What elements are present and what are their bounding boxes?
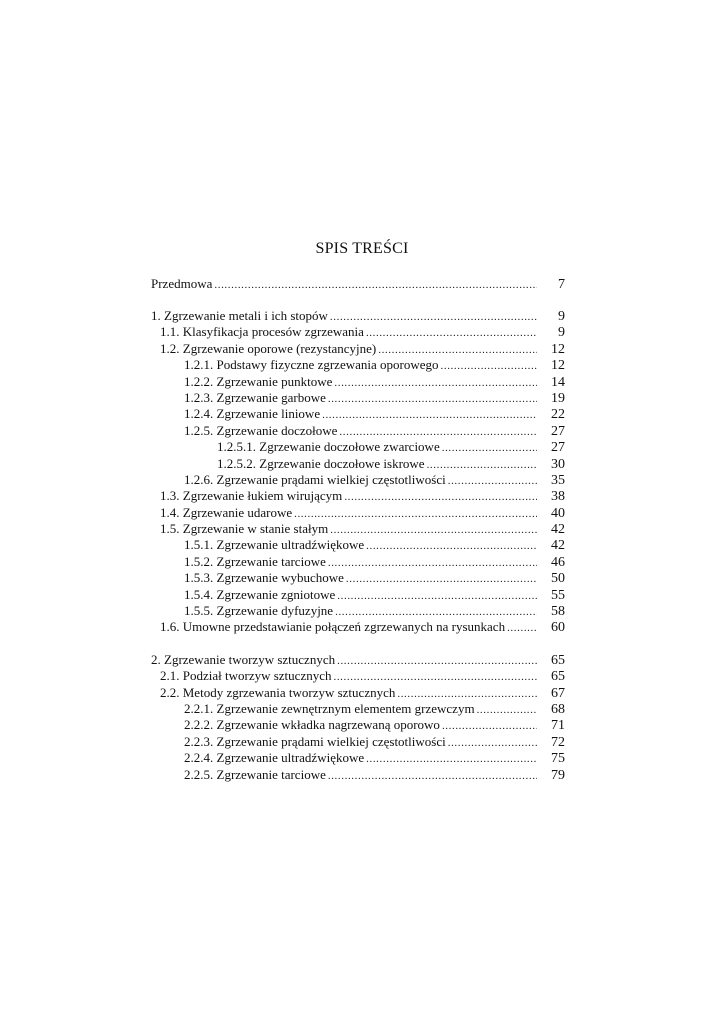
toc-entry <box>151 717 565 733</box>
toc-entry-page: 71 <box>551 718 565 734</box>
toc-leader-dots <box>328 770 537 782</box>
toc-entry-page: 27 <box>551 423 565 439</box>
toc-entry <box>151 587 565 603</box>
toc-leader-dots <box>330 311 537 323</box>
toc-entry-page: 27 <box>551 440 565 456</box>
toc-entry-page: 7 <box>558 277 565 292</box>
toc-entry-label: 1.5.3. Zgrzewanie wybuchowe <box>184 570 344 586</box>
toc-entry-chapter-1 <box>151 308 565 324</box>
toc-entry-label: 1.5.2. Zgrzewanie tarciowe <box>184 553 326 569</box>
toc-entry-page: 9 <box>558 325 565 341</box>
toc-leader-dots <box>334 377 537 389</box>
toc-entry <box>151 488 565 504</box>
toc-leader-dots <box>214 279 537 291</box>
toc-entry-page: 9 <box>558 309 565 324</box>
toc-entry-label: Przedmowa <box>151 276 213 291</box>
toc-entry-page: 46 <box>551 554 565 570</box>
toc-entry-label: 1.5.5. Zgrzewanie dyfuzyjne <box>184 603 334 619</box>
toc-entry-label: 1.1. Klasyfikacja procesów zgrzewania <box>160 324 364 340</box>
toc-entry-page: 40 <box>551 505 565 521</box>
toc-entry-label: 1.2. Zgrzewanie oporowe (rezystancyjne) <box>160 340 377 356</box>
toc-entry <box>151 423 565 439</box>
toc-entry <box>151 390 565 406</box>
toc-leader-dots <box>328 393 537 405</box>
toc-leader-dots <box>337 655 537 667</box>
toc-leader-dots <box>448 475 537 487</box>
toc-entry <box>151 603 565 619</box>
toc-leader-dots <box>333 671 537 683</box>
toc-entry <box>151 439 565 455</box>
toc-entry <box>151 324 565 340</box>
toc-entry-label: 2.1. Podział tworzyw sztucznych <box>160 668 332 684</box>
toc-entry-label: 2. Zgrzewanie tworzyw sztucznych <box>151 651 336 667</box>
toc-entry-label: 1.5.1. Zgrzewanie ultradźwiękowe <box>184 537 365 553</box>
toc-entry-label: 1.2.1. Podstawy fizyczne zgrzewania oporowego <box>184 357 439 373</box>
toc-entry-page: 65 <box>551 669 565 685</box>
toc-entry-label: 2.2.2. Zgrzewanie wkładka nagrzewaną oporowo <box>184 717 440 733</box>
toc-entry-page: 22 <box>551 407 565 423</box>
toc-entry-label: 1.2.6. Zgrzewanie prądami wielkiej częstotliwości <box>184 471 446 487</box>
toc-entry-label: 2.2. Metody zgrzewania tworzyw sztucznych <box>160 684 396 700</box>
toc-entry-page: 72 <box>551 734 565 750</box>
toc-entry-preface <box>151 276 565 294</box>
toc-entry-page: 58 <box>551 604 565 620</box>
toc-entry-chapter-2 <box>151 652 565 668</box>
toc-entry <box>151 406 565 422</box>
toc-leader-dots <box>322 409 537 421</box>
toc-entry-label: 1.2.5.2. Zgrzewanie doczołowe iskrowe <box>217 455 425 471</box>
toc-entry-page: 55 <box>551 587 565 603</box>
toc-entry-page: 14 <box>551 374 565 390</box>
toc-entry-label: 1.5.4. Zgrzewanie zgniotowe <box>184 586 336 602</box>
toc-entry-label: 1. Zgrzewanie metali i ich stopów <box>151 308 328 323</box>
toc-entry <box>151 357 565 373</box>
toc-entry-page: 67 <box>551 685 565 701</box>
toc-leader-dots <box>507 622 537 634</box>
toc-entry-label: 1.5. Zgrzewanie w stanie stałym <box>160 521 329 537</box>
toc-leader-dots <box>337 590 537 602</box>
toc-entry-label: 1.4. Zgrzewanie udarowe <box>160 504 293 520</box>
toc-entry-page: 38 <box>551 489 565 505</box>
toc-entry-page: 65 <box>551 652 565 668</box>
toc-entry <box>151 472 565 488</box>
toc-leader-dots <box>448 737 537 749</box>
toc-entry-page: 12 <box>551 341 565 357</box>
toc-entry-label: 2.2.1. Zgrzewanie zewnętrznym elementem grzewczym <box>184 700 475 716</box>
toc-leader-dots <box>477 704 537 716</box>
toc-leader-dots <box>378 344 537 356</box>
toc-leader-dots <box>366 753 537 765</box>
toc-leader-dots <box>344 491 537 503</box>
toc-entry <box>151 505 565 521</box>
toc-leader-dots <box>335 606 537 618</box>
toc-entry-page: 75 <box>551 751 565 767</box>
toc-entry <box>151 456 565 472</box>
toc-entry-page: 60 <box>551 620 565 636</box>
toc-leader-dots <box>397 688 537 700</box>
toc-entry-page: 35 <box>551 472 565 488</box>
toc-leader-dots <box>328 557 537 569</box>
toc-entry <box>151 341 565 357</box>
toc-entry-label: 1.6. Umowne przedstawianie połączeń zgrzewanych na rysunkach <box>160 619 506 635</box>
toc-entry-page: 68 <box>551 701 565 717</box>
toc-entry-label: 2.2.5. Zgrzewanie tarciowe <box>184 766 326 782</box>
toc-entry-label: 1.3. Zgrzewanie łukiem wirującym <box>160 488 343 504</box>
toc-leader-dots <box>427 459 537 471</box>
toc-entry-label: 1.2.3. Zgrzewanie garbowe <box>184 389 326 405</box>
toc-entry-page: 19 <box>551 390 565 406</box>
toc-entry <box>151 767 565 783</box>
toc-entry-label: 1.2.5.1. Zgrzewanie doczołowe zwarciowe <box>217 439 440 455</box>
toc-entry <box>151 521 565 537</box>
toc-entry <box>151 750 565 766</box>
toc-leader-dots <box>339 426 537 438</box>
toc-entry <box>151 619 565 635</box>
toc-entry-page: 12 <box>551 358 565 374</box>
toc-entry-page: 50 <box>551 571 565 587</box>
toc-entry <box>151 734 565 750</box>
toc-entry-label: 1.2.2. Zgrzewanie punktowe <box>184 373 333 389</box>
toc-entry-label: 2.2.3. Zgrzewanie prądami wielkiej częstotliwości <box>184 733 446 749</box>
toc-entry-label: 1.2.5. Zgrzewanie doczołowe <box>184 422 338 438</box>
toc-entry-label: 1.2.4. Zgrzewanie liniowe <box>184 406 321 422</box>
toc-entry <box>151 570 565 586</box>
toc-leader-dots <box>330 524 537 536</box>
toc-entry <box>151 701 565 717</box>
toc-leader-dots <box>442 720 537 732</box>
toc-title: SPIS TREŚCI <box>315 240 409 257</box>
toc-leader-dots <box>366 540 537 552</box>
toc-entry <box>151 668 565 684</box>
toc-entry <box>151 554 565 570</box>
toc-entry-page: 42 <box>551 538 565 554</box>
toc-entry-page: 79 <box>551 767 565 783</box>
toc-leader-dots <box>442 442 537 454</box>
toc-entry-page: 30 <box>551 456 565 472</box>
toc-leader-dots <box>441 360 538 372</box>
toc-entry-page: 42 <box>551 522 565 538</box>
toc-leader-dots <box>346 573 537 585</box>
toc-leader-dots <box>294 508 537 520</box>
toc-entry <box>151 685 565 701</box>
toc-leader-dots <box>366 327 537 339</box>
table-of-contents <box>151 276 565 783</box>
toc-entry <box>151 374 565 390</box>
toc-entry-label: 2.2.4. Zgrzewanie ultradźwiękowe <box>184 750 365 766</box>
toc-entry <box>151 537 565 553</box>
